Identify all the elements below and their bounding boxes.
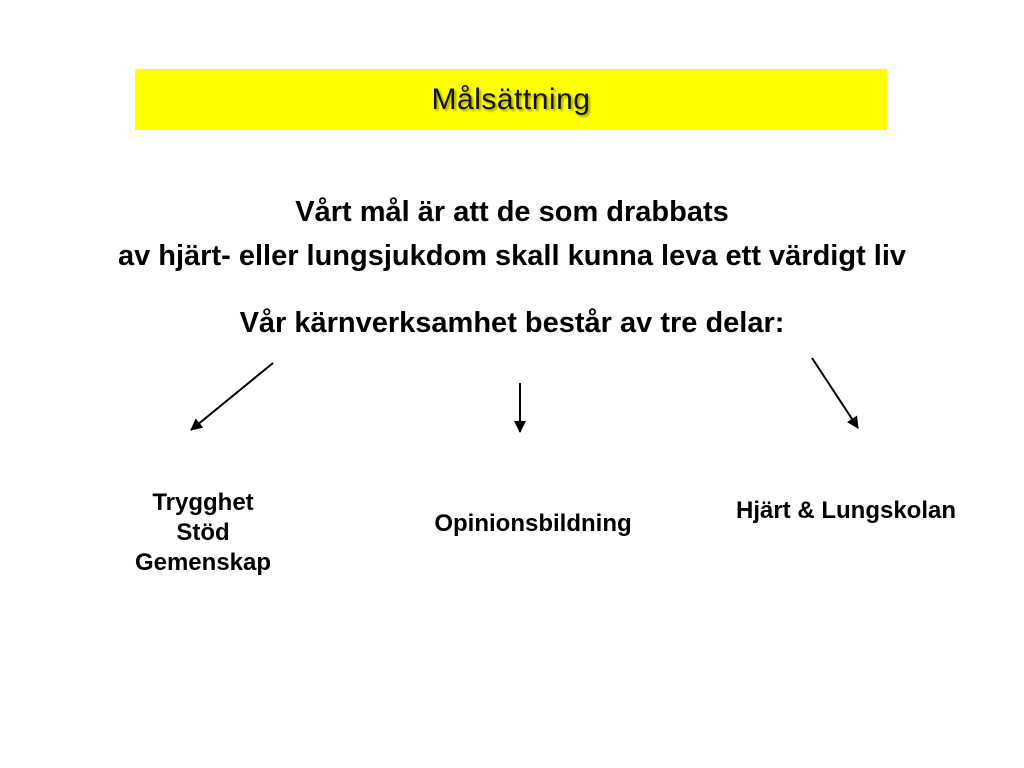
branch-label-trygghet-stod-gemenskap xyxy=(103,488,303,578)
title-banner xyxy=(135,69,887,130)
arrow-left-icon xyxy=(191,363,273,430)
branch-label-opinionsbildning xyxy=(423,510,643,537)
core-activities-heading: Vår kärnverksamhet består av tre delar: xyxy=(239,307,785,339)
branch-3-line-1: Hjärt & Lungskolan xyxy=(735,497,957,524)
branch-2-line-1: Opinionsbildning xyxy=(434,510,632,537)
branch-1-line-2: Stöd xyxy=(176,519,230,546)
branch-1-line-1: Trygghet xyxy=(152,489,254,516)
branch-label-hjart-lungskolan xyxy=(716,497,976,524)
mission-line-2: av hjärt- eller lungsjukdom skall kunna leva ett värdigt liv xyxy=(117,240,907,272)
branch-1-line-3: Gemenskap xyxy=(134,549,272,576)
mission-line-1: Vårt mål är att de som drabbats xyxy=(295,196,729,228)
arrow-right-icon xyxy=(812,358,858,428)
slide-title: Målsättning xyxy=(431,82,591,116)
mission-statement xyxy=(0,190,1024,278)
